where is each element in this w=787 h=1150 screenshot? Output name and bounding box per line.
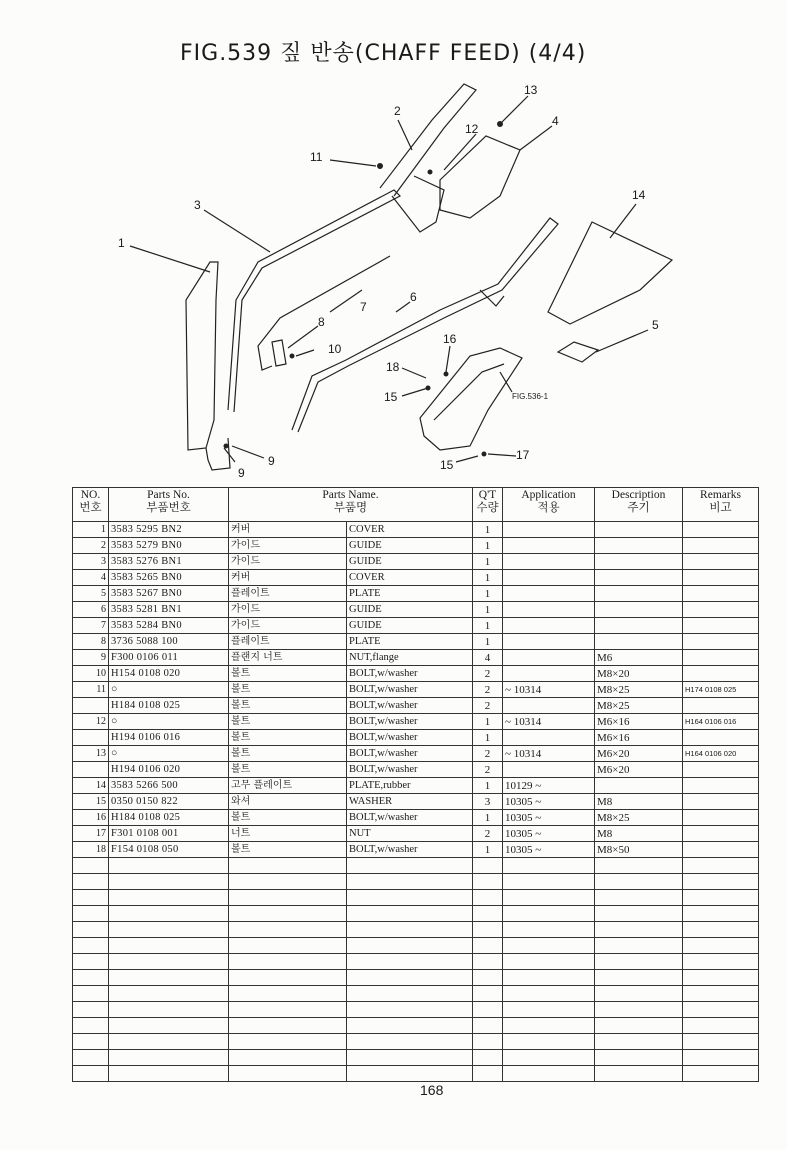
parts-table [72, 487, 759, 1082]
cell-kr: 볼트 [229, 714, 347, 730]
cell-kr: 볼트 [229, 746, 347, 762]
cell-rem [683, 650, 759, 666]
cell-desc: M8×20 [595, 666, 683, 682]
callout-6: 6 [410, 290, 417, 304]
cell-no [73, 730, 109, 746]
table-row [73, 826, 759, 842]
cell-desc: M8×25 [595, 682, 683, 698]
cell-kr: 플레이트 [229, 586, 347, 602]
cell-no: 3 [73, 554, 109, 570]
cell-no: 15 [73, 794, 109, 810]
callout-12: 12 [465, 122, 479, 136]
table-row [73, 810, 759, 826]
header-remarks: Remarks 비고 [683, 488, 759, 522]
cell-pn: 3583 5265 BN0 [109, 570, 229, 586]
cell-qt: 3 [473, 794, 503, 810]
cell-pn: ○ [109, 682, 229, 698]
cell-qt: 1 [473, 570, 503, 586]
cell-no: 17 [73, 826, 109, 842]
cell-rem: H164 0106 020 [683, 746, 759, 762]
cell-rem: H164 0106 016 [683, 714, 759, 730]
cell-en: COVER [347, 522, 473, 538]
cell-pn: 3583 5295 BN2 [109, 522, 229, 538]
table-row [73, 714, 759, 730]
header-no: NO. 번호 [73, 488, 109, 522]
table-row-blank [73, 938, 759, 954]
cell-en: BOLT,w/washer [347, 762, 473, 778]
figure-title: FIG.539 짚 반송(CHAFF FEED) (4/4) [180, 41, 587, 66]
cell-kr: 볼트 [229, 810, 347, 826]
cell-qt: 1 [473, 810, 503, 826]
cell-rem [683, 602, 759, 618]
cell-app [503, 538, 595, 554]
cell-kr: 플레이트 [229, 634, 347, 650]
callout-3: 3 [194, 198, 201, 212]
cell-en: GUIDE [347, 538, 473, 554]
cell-qt: 1 [473, 842, 503, 858]
cell-rem: H174 0108 025 [683, 682, 759, 698]
cell-qt: 2 [473, 682, 503, 698]
table-row-blank [73, 1050, 759, 1066]
cell-kr: 볼트 [229, 730, 347, 746]
header-parts-name: Parts Name. 부품명 [229, 488, 473, 522]
cell-no: 2 [73, 538, 109, 554]
cell-rem [683, 570, 759, 586]
cell-en: GUIDE [347, 618, 473, 634]
cell-no: 4 [73, 570, 109, 586]
cell-kr: 볼트 [229, 842, 347, 858]
cell-en: BOLT,w/washer [347, 682, 473, 698]
cell-qt: 1 [473, 714, 503, 730]
cell-desc [595, 554, 683, 570]
table-row [73, 682, 759, 698]
cell-app: ~ 10314 [503, 746, 595, 762]
cell-en: BOLT,w/washer [347, 666, 473, 682]
cell-kr: 와셔 [229, 794, 347, 810]
cell-qt: 1 [473, 602, 503, 618]
cell-no: 6 [73, 602, 109, 618]
cell-pn: 3583 5266 500 [109, 778, 229, 794]
cell-no: 18 [73, 842, 109, 858]
table-row [73, 634, 759, 650]
cell-pn: 3583 5267 BN0 [109, 586, 229, 602]
cell-kr: 볼트 [229, 682, 347, 698]
cell-en: GUIDE [347, 602, 473, 618]
table-row-blank [73, 906, 759, 922]
cell-no: 5 [73, 586, 109, 602]
cell-en: PLATE [347, 634, 473, 650]
callout-2: 2 [394, 104, 401, 118]
cell-app: ~ 10314 [503, 682, 595, 698]
cell-desc [595, 778, 683, 794]
cell-app [503, 554, 595, 570]
cell-kr: 가이드 [229, 618, 347, 634]
callout-16: 16 [443, 332, 457, 346]
cell-pn: 3583 5281 BN1 [109, 602, 229, 618]
cell-rem [683, 778, 759, 794]
cell-no: 1 [73, 522, 109, 538]
cell-desc: M8×25 [595, 698, 683, 714]
callout-5: 5 [652, 318, 659, 332]
table-row [73, 746, 759, 762]
cell-kr: 볼트 [229, 666, 347, 682]
callout-18: 18 [386, 360, 400, 374]
cell-kr: 고무 플레이트 [229, 778, 347, 794]
cell-desc: M8×25 [595, 810, 683, 826]
cell-rem [683, 538, 759, 554]
cell-en: GUIDE [347, 554, 473, 570]
cell-pn: 0350 0150 822 [109, 794, 229, 810]
cell-pn: F301 0108 001 [109, 826, 229, 842]
cell-rem [683, 730, 759, 746]
page-number: 168 [420, 1082, 444, 1098]
cell-desc: M6×16 [595, 714, 683, 730]
cell-desc: M8 [595, 794, 683, 810]
cell-en: BOLT,w/washer [347, 746, 473, 762]
cell-qt: 2 [473, 666, 503, 682]
table-row [73, 794, 759, 810]
cell-kr: 볼트 [229, 698, 347, 714]
callout-7: 7 [360, 300, 367, 314]
table-row [73, 570, 759, 586]
cell-desc: M8 [595, 826, 683, 842]
cell-rem [683, 810, 759, 826]
cell-no [73, 698, 109, 714]
cell-qt: 2 [473, 698, 503, 714]
cell-no: 9 [73, 650, 109, 666]
cell-desc: M8×50 [595, 842, 683, 858]
cell-qt: 2 [473, 762, 503, 778]
cell-en: NUT,flange [347, 650, 473, 666]
cell-pn: H184 0108 025 [109, 698, 229, 714]
cell-desc [595, 522, 683, 538]
cell-app [503, 570, 595, 586]
cell-rem [683, 586, 759, 602]
cell-kr: 가이드 [229, 602, 347, 618]
cell-qt: 2 [473, 746, 503, 762]
cell-no: 14 [73, 778, 109, 794]
cell-rem [683, 618, 759, 634]
header-description: Description 주기 [595, 488, 683, 522]
callout-10: 10 [328, 342, 342, 356]
callout-9b: 9 [238, 466, 245, 480]
cell-en: BOLT,w/washer [347, 842, 473, 858]
cell-desc [595, 538, 683, 554]
cell-no: 12 [73, 714, 109, 730]
cell-rem [683, 634, 759, 650]
cell-pn: F154 0108 050 [109, 842, 229, 858]
cell-qt: 2 [473, 826, 503, 842]
table-row-blank [73, 970, 759, 986]
cell-pn: 3583 5276 BN1 [109, 554, 229, 570]
cell-rem [683, 794, 759, 810]
cell-en: BOLT,w/washer [347, 810, 473, 826]
cell-desc: M6×20 [595, 746, 683, 762]
cell-pn: F300 0106 011 [109, 650, 229, 666]
table-row-blank [73, 858, 759, 874]
table-row [73, 730, 759, 746]
cell-kr: 가이드 [229, 554, 347, 570]
callout-4: 4 [552, 114, 559, 128]
cell-kr: 너트 [229, 826, 347, 842]
cell-rem [683, 842, 759, 858]
cell-desc [595, 570, 683, 586]
cell-app [503, 730, 595, 746]
callout-17: 17 [516, 448, 530, 462]
cell-en: WASHER [347, 794, 473, 810]
cell-pn: H184 0108 025 [109, 810, 229, 826]
parts-table-body [73, 522, 759, 1082]
cell-pn: 3583 5284 BN0 [109, 618, 229, 634]
cell-kr: 커버 [229, 570, 347, 586]
cell-qt: 1 [473, 538, 503, 554]
cell-kr: 플랜지 너트 [229, 650, 347, 666]
callout-8: 8 [318, 315, 325, 329]
cell-no: 13 [73, 746, 109, 762]
cell-no [73, 762, 109, 778]
cell-qt: 1 [473, 586, 503, 602]
table-header-row [73, 488, 759, 522]
cell-kr: 가이드 [229, 538, 347, 554]
cell-desc: M6×16 [595, 730, 683, 746]
cell-en: PLATE [347, 586, 473, 602]
table-row-blank [73, 874, 759, 890]
callout-15: 15 [384, 390, 398, 404]
cell-qt: 1 [473, 618, 503, 634]
cell-pn: H194 0106 016 [109, 730, 229, 746]
cell-pn: H194 0106 020 [109, 762, 229, 778]
table-row [73, 650, 759, 666]
cell-rem [683, 698, 759, 714]
cell-app: 10305 ~ [503, 826, 595, 842]
cell-pn: H154 0108 020 [109, 666, 229, 682]
callout-9: 9 [268, 454, 275, 468]
cell-kr: 커버 [229, 522, 347, 538]
cell-desc [595, 618, 683, 634]
cell-en: PLATE,rubber [347, 778, 473, 794]
cell-app: 10305 ~ [503, 794, 595, 810]
cell-app [503, 618, 595, 634]
table-row [73, 522, 759, 538]
cell-en: COVER [347, 570, 473, 586]
table-row [73, 618, 759, 634]
table-row-blank [73, 922, 759, 938]
table-row-blank [73, 1002, 759, 1018]
table-row [73, 762, 759, 778]
cell-en: BOLT,w/washer [347, 714, 473, 730]
cell-app [503, 762, 595, 778]
cell-qt: 1 [473, 730, 503, 746]
callout-11: 11 [310, 150, 323, 164]
cell-app [503, 602, 595, 618]
cell-rem [683, 554, 759, 570]
callout-14: 14 [632, 188, 646, 202]
cell-rem [683, 762, 759, 778]
cell-app [503, 698, 595, 714]
cell-desc [595, 602, 683, 618]
cell-qt: 1 [473, 634, 503, 650]
header-application: Application 적용 [503, 488, 595, 522]
cell-qt: 1 [473, 778, 503, 794]
cell-app [503, 586, 595, 602]
table-row [73, 554, 759, 570]
cell-pn: 3736 5088 100 [109, 634, 229, 650]
cell-en: BOLT,w/washer [347, 730, 473, 746]
cell-app: 10305 ~ [503, 842, 595, 858]
cell-app: 10129 ~ [503, 778, 595, 794]
cell-desc [595, 586, 683, 602]
callout-15b: 15 [440, 458, 454, 472]
figure-reference: FIG.536-1 [512, 392, 549, 401]
cell-rem [683, 522, 759, 538]
cell-app [503, 522, 595, 538]
cell-no: 16 [73, 810, 109, 826]
table-row-blank [73, 1066, 759, 1082]
callout-13: 13 [524, 83, 538, 97]
cell-app [503, 650, 595, 666]
cell-desc: M6 [595, 650, 683, 666]
table-row-blank [73, 1018, 759, 1034]
cell-app: ~ 10314 [503, 714, 595, 730]
cell-qt: 1 [473, 522, 503, 538]
table-row [73, 602, 759, 618]
cell-pn: 3583 5279 BN0 [109, 538, 229, 554]
cell-desc: M6×20 [595, 762, 683, 778]
table-row [73, 538, 759, 554]
cell-en: BOLT,w/washer [347, 698, 473, 714]
table-row-blank [73, 1034, 759, 1050]
table-row-blank [73, 890, 759, 906]
cell-no: 7 [73, 618, 109, 634]
cell-qt: 1 [473, 554, 503, 570]
header-qt: Q'T 수량 [473, 488, 503, 522]
cell-no: 8 [73, 634, 109, 650]
header-parts-no: Parts No. 부품번호 [109, 488, 229, 522]
cell-app: 10305 ~ [503, 810, 595, 826]
table-row [73, 778, 759, 794]
cell-en: NUT [347, 826, 473, 842]
cell-no: 11 [73, 682, 109, 698]
cell-rem [683, 826, 759, 842]
callout-1: 1 [118, 236, 125, 250]
table-row-blank [73, 986, 759, 1002]
cell-app [503, 634, 595, 650]
cell-rem [683, 666, 759, 682]
cell-no: 10 [73, 666, 109, 682]
table-row [73, 586, 759, 602]
cell-pn: ○ [109, 714, 229, 730]
cell-kr: 볼트 [229, 762, 347, 778]
cell-desc [595, 634, 683, 650]
table-row [73, 842, 759, 858]
table-row [73, 666, 759, 682]
table-row [73, 698, 759, 714]
table-row-blank [73, 954, 759, 970]
cell-qt: 4 [473, 650, 503, 666]
cell-pn: ○ [109, 746, 229, 762]
cell-app [503, 666, 595, 682]
